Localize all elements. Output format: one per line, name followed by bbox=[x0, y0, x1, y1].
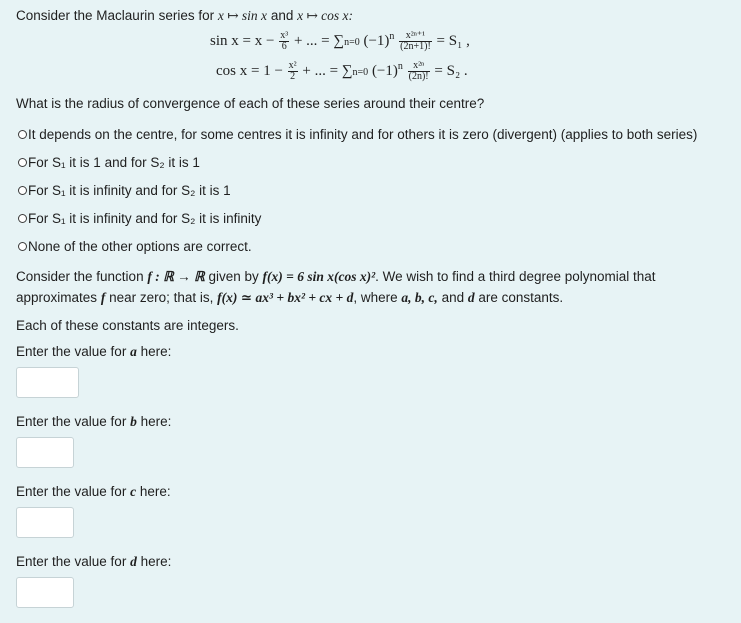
answer-d-input[interactable] bbox=[16, 577, 74, 608]
question-radius: What is the radius of convergence of each of these series around their centre? bbox=[16, 96, 485, 111]
prompt-c: Enter the value for c here: bbox=[16, 484, 171, 499]
option-1[interactable]: It depends on the centre, for some centres it is infinity and for others it is zero (divergent) (applies to both series) bbox=[18, 127, 697, 142]
integers-note: Each of these constants are integers. bbox=[16, 318, 239, 333]
radio-option-5[interactable] bbox=[18, 242, 27, 251]
answer-a-input[interactable] bbox=[16, 367, 79, 398]
radio-option-4[interactable] bbox=[18, 214, 27, 223]
radio-option-3[interactable] bbox=[18, 186, 27, 195]
prompt-d: Enter the value for d here: bbox=[16, 554, 172, 569]
sin-general-term-fraction: $\frac{\text{x²ⁿ⁺¹}}{(2n+1)!}$ bbox=[400, 30, 431, 53]
x3-over-6-fraction: $\frac{\text{x³}}{6}$ bbox=[280, 30, 289, 53]
radio-option-1[interactable] bbox=[18, 130, 27, 139]
option-4[interactable]: For S₁ it is infinity and for S₂ it is infinity bbox=[18, 211, 261, 226]
question-polynomial-line1: Consider the function f : ℝ → ℝ given by f(x) = 6 sin x(cos x)². We wish to find a third degree polynomial that bbox=[16, 269, 656, 284]
question-polynomial-line2: approximates f near zero; that is, f(x) ≃ ax³ + bx² + cx + d, where a, b, c, and d are constants. bbox=[16, 290, 564, 305]
sin-series-formula: sin x = x − $\frac{\text{x³}}{6}$ + ... = ∑n=0 $(-1)^n$ $\frac{\text{x²ⁿ⁺¹}}{(2n+1)!}$ = S₁ , bbox=[210, 30, 470, 53]
x2-over-2-fraction: $\frac{\text{x²}}{2}$ bbox=[288, 60, 297, 83]
cos-general-term-fraction: $\frac{\text{x²ⁿ}}{(2n)!}$ bbox=[408, 60, 429, 83]
cos-series-formula: cos x = 1 − $\frac{\text{x²}}{2}$ + ... = ∑n=0 $(-1)^n$ $\frac{\text{x²ⁿ}}{(2n)!}$ = S₂ . bbox=[216, 60, 468, 83]
prompt-b: Enter the value for b here: bbox=[16, 414, 172, 429]
option-5[interactable]: None of the other options are correct. bbox=[18, 239, 252, 254]
answer-c-input[interactable] bbox=[16, 507, 74, 538]
intro-line: Consider the Maclaurin series for x ↦ sin x and x ↦ cos x: bbox=[16, 8, 354, 23]
prompt-a: Enter the value for a here: bbox=[16, 344, 172, 359]
option-3[interactable]: For S₁ it is infinity and for S₂ it is 1 bbox=[18, 183, 231, 198]
answer-b-input[interactable] bbox=[16, 437, 74, 468]
option-2[interactable]: For S₁ it is 1 and for S₂ it is 1 bbox=[18, 155, 200, 170]
radio-option-2[interactable] bbox=[18, 158, 27, 167]
